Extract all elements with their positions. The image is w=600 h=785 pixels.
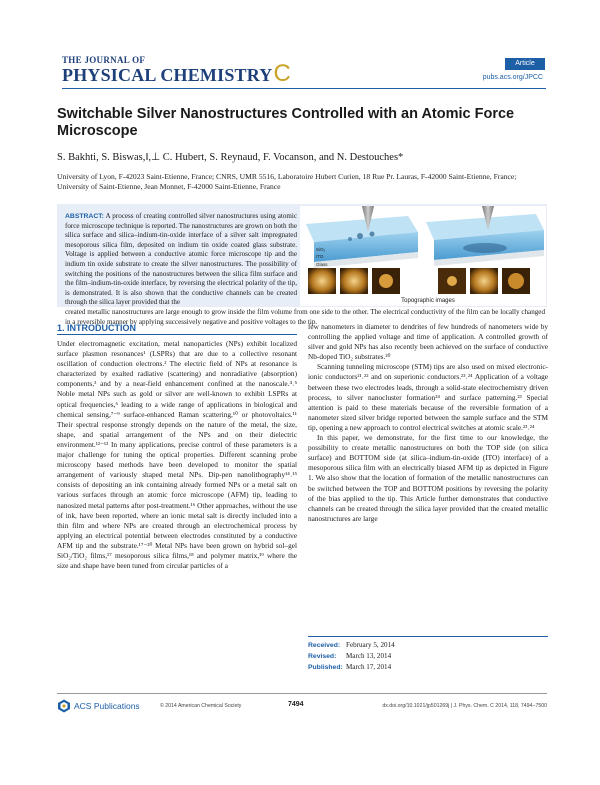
intro-paragraph: In this paper, we demonstrate, for the first time to our knowledge, the possibility to create metallic nanostructures on both the TOP side (on silica surface) and BOTTOM side (at silica–indium-tin-oxide (ITO) interface) of a mesoporous silica film with an electrically biased AFM tip as depicted in Figure 1. We also show that the location of formation of the metallic nanostructures can be switched between the TOP and BOTTOM positions by reversing the polarity of the bias applied to the tip. This Article further demonstrates that conductive channels can be created through the silica layer provided that the created metallic nanostructures are large <box>308 433 548 523</box>
abstract-body-1: A process of creating controlled silver nanostructures using atomic force microscope technique is reported. The nanostructures are grown on both the silica surface and silica–indium-tin-oxide interface of a silver salt impregnated mesoporous silica film, deposited on indium tin oxide coated glass substrate. Voltage is applied between a conductive atomic force microscope tip and the indium tin oxide substrate to create the silver nanostructures. The possibility of switching the positions of the nanostructures between the silica film surface and the film–indium-tin-oxide interface, by reversing the electrical polarity of the tip, is demonstrated. It is also shown that the conductive channels can be created through the silica layer provided that the <box>65 212 297 307</box>
intro-paragraph: Under electromagnetic excitation, metal nanoparticles (NPs) exhibit localized surface plasmon resonances¹ (LSPRs) that are due to a collective resonant oscillation of conduction electrons.² The electric field of NPs at resonance is characterized by exalted radiative (scattering) and nonradiative (absorption) components,³ and by a near-field enhancement confined at the nanoscale.⁴˒⁵ Noble metal NPs such as gold or silver are well-known to exhibit LSPRs at optical frequencies,⁶ leading to a wide range of applications in biological and chemical sensing,⁷⁻⁹ surface-enhanced Raman scattering,¹⁰ or photovoltaics.¹¹ Their spectral response strongly depends on the nature of the metal, the size, shape, and spatial arrangement of the NPs and on their dielectric environment.¹²⁻¹³ In many applications, precise control of these parameters is a major challenge for tuning the optical properties. Different scanning probe microscopy based methods have been developed to monitor the spatial arrangement of variously shaped metal NPs. Dip-pen nanolithography¹⁴˒¹⁵ consists of depositing an ink containing already formed NPs or a metal salt on various surfaces through an atomic force microscope (AFM) tip, leading to nanosized metal patterns after post-treatment.¹⁶ Other approaches, without the use of ink, have been reported, where an ionic metal salt is directly included into a thin film and where NPs are created through an electrochemical process by applying an electrical potential between electrodes constituted by a conductive AFM tip and the substrate.¹⁷⁻²⁰ Metal NPs have been grown on hybrid sol–gel SiO₂/TiO₂ films,¹⁷ mesoporous silica films,¹⁸ and polymer matrix,¹⁹ where the size and shape have been tuned from circular particles of a <box>57 339 297 571</box>
layer-label-sio2: SiO₂ <box>316 247 326 252</box>
publication-dates <box>308 636 548 673</box>
abstract-label: ABSTRACT: <box>65 213 104 220</box>
date-label: Received: <box>308 642 341 649</box>
date-row-published <box>308 662 548 673</box>
toc-caption: Topographic images <box>401 298 455 304</box>
left-column <box>57 339 297 681</box>
journal-name-top: THE JOURNAL OF <box>62 55 146 65</box>
abstract-text <box>65 212 297 308</box>
publisher-name: ACS Publications <box>74 701 140 711</box>
footer-divider <box>57 693 547 694</box>
journal-name-text: PHYSICAL CHEMISTRY <box>62 65 273 85</box>
intro-paragraph: few nanometers in diameter to dendrites of few hundreds of nanometers wide by controlling the applied voltage and time of application. A controlled growth of silver and gold NPs has also recently been achieved on the surface of conductive Nb-doped TiO₂ substrates.²⁰ <box>308 322 548 362</box>
acs-hexagon-icon <box>57 699 71 713</box>
header-divider <box>62 88 546 89</box>
date-value: February 5, 2014 <box>346 641 395 649</box>
date-value: March 17, 2014 <box>346 663 392 671</box>
date-row-revised <box>308 651 548 662</box>
author-list: S. Bakhti, S. Biswas,‖,⊥ C. Hubert, S. Reynaud, F. Vocanson, and N. Destouches* <box>57 152 404 163</box>
page-number: 7494 <box>288 701 304 708</box>
acs-publications-logo[interactable] <box>57 699 140 713</box>
layer-label-ito: ITO <box>316 254 324 259</box>
journal-url-link[interactable]: pubs.acs.org/JPCC <box>482 74 543 81</box>
article-title: Switchable Silver Nanostructures Controlled with an Atomic Force Microscope <box>57 106 515 139</box>
section-heading-introduction: 1. INTRODUCTION <box>57 323 137 333</box>
date-row-received <box>308 640 548 651</box>
article-type-badge: Article <box>505 58 545 70</box>
section-divider <box>57 334 297 335</box>
layer-label-glass: Glass <box>316 262 328 267</box>
date-value: March 13, 2014 <box>346 652 392 660</box>
right-column <box>308 322 548 632</box>
doi-link[interactable]: dx.doi.org/10.1021/jp501269j | J. Phys. Chem. C 2014, 118, 7494−7500 <box>382 703 547 709</box>
journal-logo <box>62 55 302 87</box>
intro-paragraph: Scanning tunneling microscope (STM) tips are also used on mixed electronic-ionic conductors²¹˒²² and on superionic conductors.²³˒²⁴ Application of a voltage between these two electrodes leads, through a solid-state electrochemistry driven process, to silver nanocluster formation²⁴ and surface patterning.²³ Special attention is paid to these materials because of the reversible formation of a nanometer sized silver bridge reported between the sample surface and the STM tip, opening a new approach to control electrical switches at atomic scale.²³˒²⁴ <box>308 362 548 432</box>
journal-letter: C <box>273 60 292 87</box>
date-label: Revised: <box>308 653 337 660</box>
toc-graphic <box>300 206 546 306</box>
date-label: Published: <box>308 664 343 671</box>
copyright-notice: © 2014 American Chemical Society <box>160 703 242 709</box>
abstract-continuation: created metallic nanostructures are large enough to grow inside the film volume from one side to the other. The electrical conductivity of the film can be locally changed in a reversible manner by applying successively negative and positive voltages to the tip. <box>65 308 545 326</box>
affiliation: University of Lyon, F-42023 Saint-Etienne, France; CNRS, UMR 5516, Laboratoire Hubert Curien, 18 Rue Pr. Lauras, F-42000 Saint-Etienne, France; University of Saint-Etienne, Jean Monnet, F-42000 Saint-Etienne, France <box>57 172 517 191</box>
